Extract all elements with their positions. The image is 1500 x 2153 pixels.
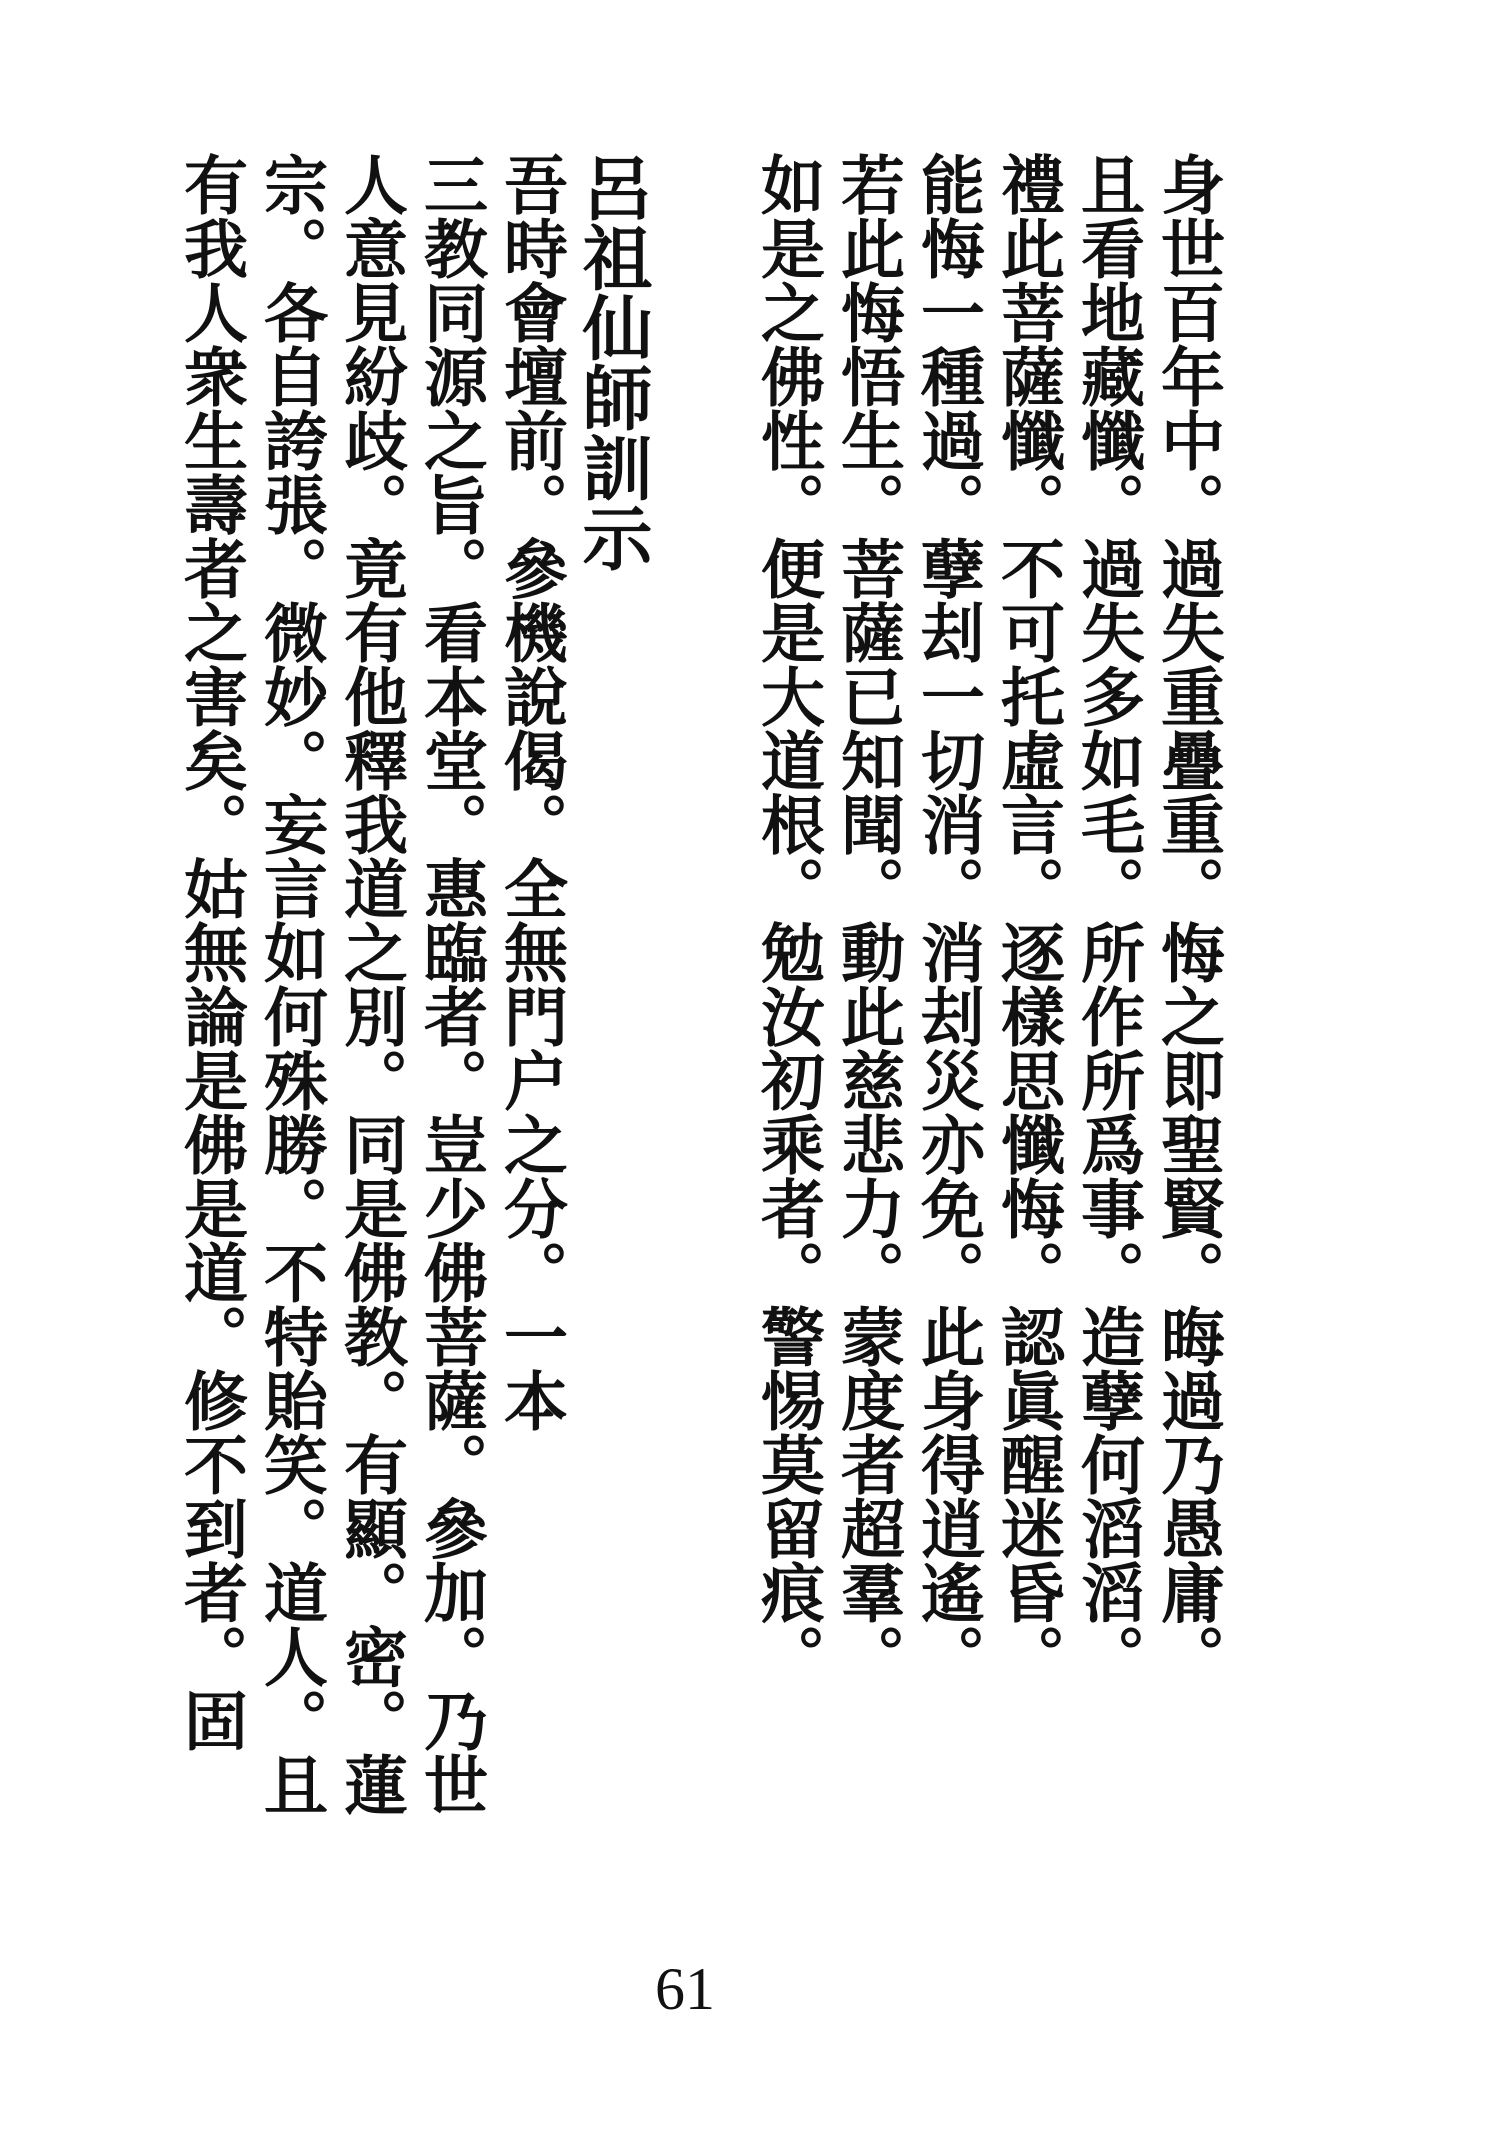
verse-column-1: 身世百年中。過失重疊重。悔之即聖賢。晦過乃愚庸。	[1150, 152, 1225, 1688]
page-number: 61	[655, 1956, 715, 2022]
prose-column-3: 人意見紛歧。竟有他釋我道之別。同是佛教。有顯。密。蓮	[333, 152, 408, 1816]
prose-column-2: 三教同源之旨。看本堂。惠臨者。豈少佛菩薩。參加。乃世	[413, 152, 488, 1816]
prose-column-5: 有我人衆生壽者之害矣。姑無論是佛是道。修不到者。固	[173, 152, 248, 1752]
prose-column-1: 吾時會壇前。參機說偈。全無門户之分。一本	[493, 152, 568, 1432]
verse-column-4: 能悔一種過。孽刦一切消。消刦災亦免。此身得逍遙。	[910, 152, 985, 1688]
prose-column-4: 宗。各自誇張。微妙。妄言如何殊勝。不特貽笑。道人。且	[253, 152, 328, 1816]
verse-column-2: 且看地藏懺。過失多如毛。所作所爲事。造孽何滔滔。	[1070, 152, 1145, 1688]
section-title: 呂祖仙師訓示	[571, 152, 653, 572]
verse-column-5: 若此悔悟生。菩薩已知聞。動此慈悲力。蒙度者超羣。	[830, 152, 905, 1688]
verse-column-6: 如是之佛性。便是大道根。勉汝初乘者。警惕莫留痕。	[750, 152, 825, 1688]
verse-column-3: 禮此菩薩懺。不可托虛言。逐樣思懺悔。認眞醒迷昏。	[990, 152, 1065, 1688]
